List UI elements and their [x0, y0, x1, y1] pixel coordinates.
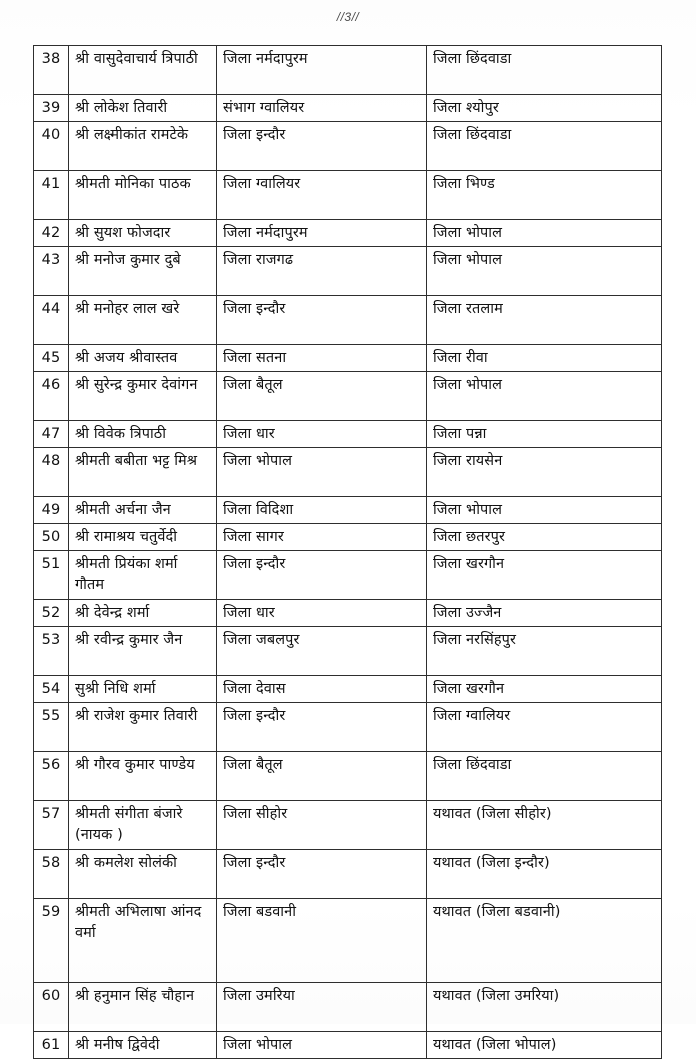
table-row — [34, 372, 662, 421]
cell-serial-number: 39 — [34, 95, 69, 122]
cell-officer-name: श्री लक्ष्मीकांत रामटेके — [69, 122, 217, 171]
cell-current-posting: जिला राजगढ — [217, 247, 427, 296]
cell-officer-name: श्रीमती प्रियंका शर्मा गौतम — [69, 551, 217, 600]
table-row — [34, 600, 662, 627]
cell-current-posting: जिला धार — [217, 600, 427, 627]
cell-serial-number: 59 — [34, 899, 69, 983]
cell-serial-number: 56 — [34, 752, 69, 801]
table-row — [34, 296, 662, 345]
cell-serial-number: 48 — [34, 448, 69, 497]
cell-new-posting: जिला रतलाम — [427, 296, 662, 345]
cell-current-posting: जिला सतना — [217, 345, 427, 372]
table-row — [34, 983, 662, 1032]
table-row — [34, 122, 662, 171]
cell-serial-number: 40 — [34, 122, 69, 171]
cell-new-posting: यथावत (जिला इन्दौर) — [427, 850, 662, 899]
cell-serial-number: 61 — [34, 1032, 69, 1059]
cell-officer-name: श्री वासुदेवाचार्य त्रिपाठी — [69, 46, 217, 95]
cell-officer-name: श्रीमती अभिलाषा आंनद वर्मा — [69, 899, 217, 983]
cell-new-posting: यथावत (जिला उमरिया) — [427, 983, 662, 1032]
table-row — [34, 497, 662, 524]
cell-serial-number: 55 — [34, 703, 69, 752]
cell-new-posting: जिला भोपाल — [427, 497, 662, 524]
table-row — [34, 899, 662, 983]
cell-officer-name: श्री गौरव कुमार पाण्डेय — [69, 752, 217, 801]
cell-serial-number: 60 — [34, 983, 69, 1032]
cell-new-posting: जिला छिंदवाडा — [427, 752, 662, 801]
cell-serial-number: 44 — [34, 296, 69, 345]
cell-new-posting: जिला पन्ना — [427, 421, 662, 448]
cell-officer-name: श्रीमती संगीता बंजारे (नायक ) — [69, 801, 217, 850]
table-row — [34, 752, 662, 801]
cell-officer-name: श्रीमती मोनिका पाठक — [69, 171, 217, 220]
cell-new-posting: यथावत (जिला बडवानी) — [427, 899, 662, 983]
cell-current-posting: जिला इन्दौर — [217, 122, 427, 171]
cell-current-posting: जिला बैतूल — [217, 752, 427, 801]
cell-new-posting: जिला भोपाल — [427, 247, 662, 296]
cell-serial-number: 58 — [34, 850, 69, 899]
cell-officer-name: श्री अजय श्रीवास्तव — [69, 345, 217, 372]
cell-serial-number: 54 — [34, 676, 69, 703]
cell-current-posting: जिला इन्दौर — [217, 551, 427, 600]
table-row — [34, 551, 662, 600]
cell-officer-name: श्री लोकेश तिवारी — [69, 95, 217, 122]
cell-current-posting: जिला बडवानी — [217, 899, 427, 983]
cell-new-posting: जिला रीवा — [427, 345, 662, 372]
cell-current-posting: जिला नर्मदापुरम — [217, 46, 427, 95]
page-number-marker: //3// — [336, 10, 360, 24]
cell-serial-number: 42 — [34, 220, 69, 247]
table-row — [34, 220, 662, 247]
cell-officer-name: श्री मनोहर लाल खरे — [69, 296, 217, 345]
cell-officer-name: श्री हनुमान सिंह चौहान — [69, 983, 217, 1032]
cell-current-posting: जिला नर्मदापुरम — [217, 220, 427, 247]
table-row — [34, 247, 662, 296]
cell-officer-name: श्री कमलेश सोलंकी — [69, 850, 217, 899]
cell-new-posting: जिला उज्जैन — [427, 600, 662, 627]
table-row — [34, 850, 662, 899]
cell-new-posting: जिला श्योपुर — [427, 95, 662, 122]
cell-officer-name: श्री मनीष द्विवेदी — [69, 1032, 217, 1059]
cell-current-posting: जिला विदिशा — [217, 497, 427, 524]
cell-new-posting: जिला ग्वालियर — [427, 703, 662, 752]
cell-current-posting: जिला बैतूल — [217, 372, 427, 421]
cell-new-posting: जिला भिण्ड — [427, 171, 662, 220]
cell-current-posting: जिला उमरिया — [217, 983, 427, 1032]
cell-serial-number: 52 — [34, 600, 69, 627]
cell-officer-name: श्री मनोज कुमार दुबे — [69, 247, 217, 296]
cell-current-posting: जिला देवास — [217, 676, 427, 703]
cell-current-posting: जिला ग्वालियर — [217, 171, 427, 220]
cell-serial-number: 45 — [34, 345, 69, 372]
cell-serial-number: 47 — [34, 421, 69, 448]
cell-officer-name: श्री सुयश फोजदार — [69, 220, 217, 247]
cell-current-posting: जिला इन्दौर — [217, 296, 427, 345]
cell-serial-number: 51 — [34, 551, 69, 600]
cell-serial-number: 57 — [34, 801, 69, 850]
cell-officer-name: श्रीमती बबीता भट्ट मिश्र — [69, 448, 217, 497]
cell-current-posting: जिला भोपाल — [217, 448, 427, 497]
cell-new-posting: जिला रायसेन — [427, 448, 662, 497]
cell-current-posting: जिला इन्दौर — [217, 703, 427, 752]
cell-officer-name: श्री राजेश कुमार तिवारी — [69, 703, 217, 752]
cell-officer-name: सुश्री निधि शर्मा — [69, 676, 217, 703]
table-row — [34, 421, 662, 448]
transfer-roster-table — [33, 45, 662, 1059]
cell-serial-number: 50 — [34, 524, 69, 551]
cell-officer-name: श्रीमती अर्चना जैन — [69, 497, 217, 524]
table-row — [34, 448, 662, 497]
cell-new-posting: जिला छतरपुर — [427, 524, 662, 551]
table-body — [34, 46, 662, 1059]
cell-new-posting: जिला छिंदवाडा — [427, 46, 662, 95]
table-row — [34, 1032, 662, 1059]
table-row — [34, 345, 662, 372]
cell-current-posting: जिला सीहोर — [217, 801, 427, 850]
cell-new-posting: जिला भोपाल — [427, 220, 662, 247]
cell-new-posting: जिला छिंदवाडा — [427, 122, 662, 171]
table-row — [34, 46, 662, 95]
cell-current-posting: जिला इन्दौर — [217, 850, 427, 899]
cell-serial-number: 46 — [34, 372, 69, 421]
cell-serial-number: 41 — [34, 171, 69, 220]
cell-new-posting: यथावत (जिला भोपाल) — [427, 1032, 662, 1059]
cell-serial-number: 49 — [34, 497, 69, 524]
table-row — [34, 95, 662, 122]
cell-officer-name: श्री सुरेन्द्र कुमार देवांगन — [69, 372, 217, 421]
table-row — [34, 801, 662, 850]
cell-serial-number: 43 — [34, 247, 69, 296]
cell-new-posting: यथावत (जिला सीहोर) — [427, 801, 662, 850]
cell-current-posting: जिला भोपाल — [217, 1032, 427, 1059]
cell-new-posting: जिला खरगौन — [427, 551, 662, 600]
table-row — [34, 171, 662, 220]
transfer-roster-table-container — [33, 45, 661, 1059]
cell-current-posting: जिला धार — [217, 421, 427, 448]
table-row — [34, 627, 662, 676]
cell-officer-name: श्री विवेक त्रिपाठी — [69, 421, 217, 448]
cell-serial-number: 53 — [34, 627, 69, 676]
cell-serial-number: 38 — [34, 46, 69, 95]
cell-current-posting: संभाग ग्वालियर — [217, 95, 427, 122]
cell-officer-name: श्री देवेन्द्र शर्मा — [69, 600, 217, 627]
table-row — [34, 676, 662, 703]
cell-officer-name: श्री रामाश्रय चतुर्वेदी — [69, 524, 217, 551]
cell-new-posting: जिला खरगौन — [427, 676, 662, 703]
cell-new-posting: जिला भोपाल — [427, 372, 662, 421]
table-row — [34, 703, 662, 752]
cell-new-posting: जिला नरसिंहपुर — [427, 627, 662, 676]
table-row — [34, 524, 662, 551]
cell-current-posting: जिला सागर — [217, 524, 427, 551]
cell-officer-name: श्री रवीन्द्र कुमार जैन — [69, 627, 217, 676]
cell-current-posting: जिला जबलपुर — [217, 627, 427, 676]
